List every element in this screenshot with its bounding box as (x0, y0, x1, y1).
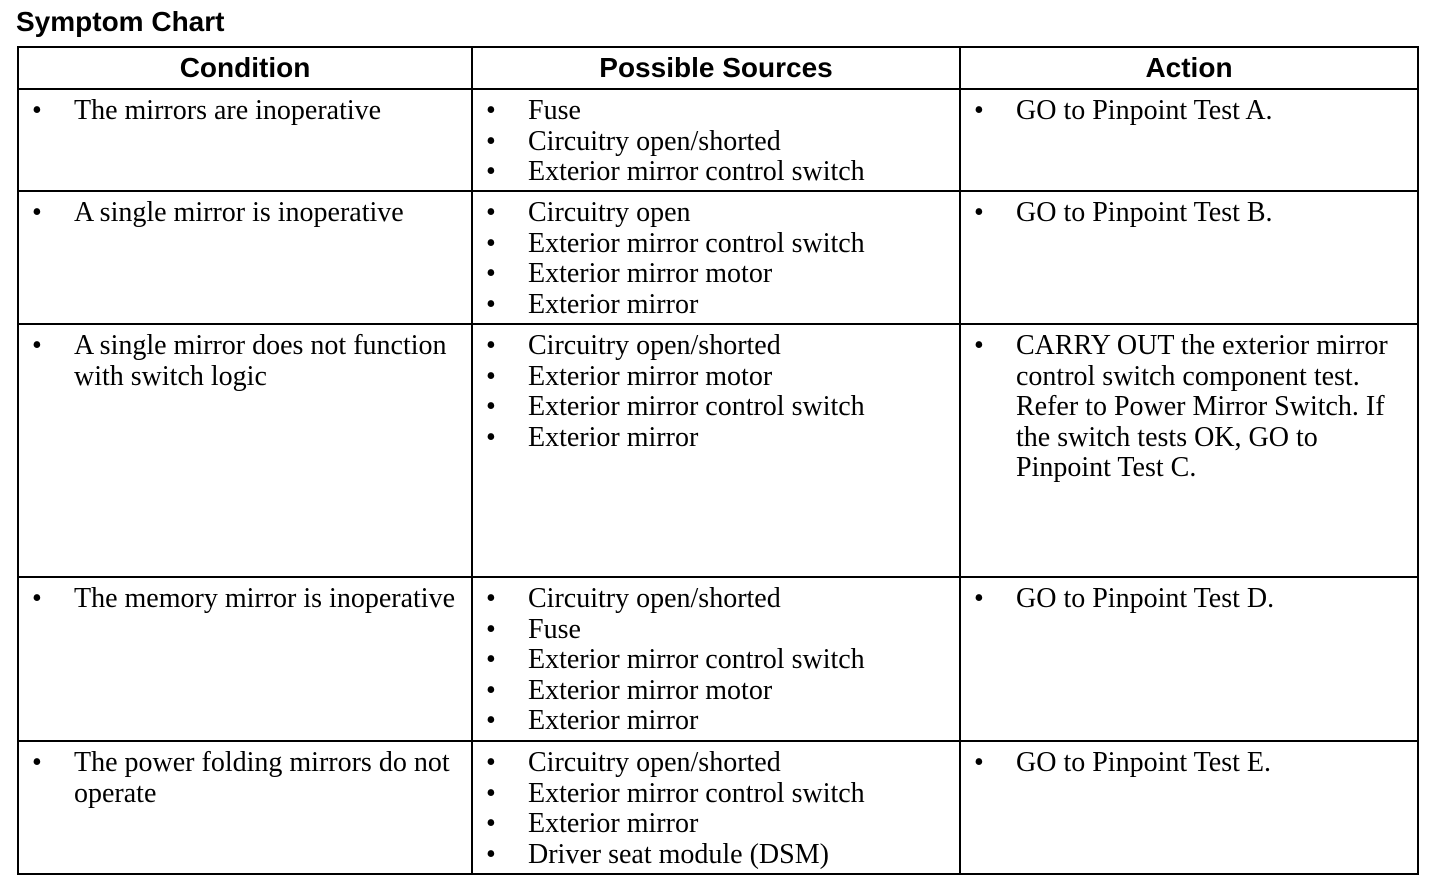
table-row (18, 577, 1418, 741)
action-cell (960, 89, 1418, 191)
action-cell (960, 191, 1418, 324)
page-title: Symptom Chart (16, 6, 225, 37)
table-row (18, 741, 1418, 874)
condition-text: • The power folding mirrors do not operate (19, 748, 463, 809)
source-item: • Exterior mirror (473, 809, 951, 840)
condition-cell (18, 577, 472, 741)
source-item: • Circuitry open/shorted (473, 748, 951, 779)
source-item: • Circuitry open/shorted (473, 331, 951, 362)
source-item: • Exterior mirror (473, 290, 951, 321)
table-row (18, 89, 1418, 191)
condition-text: • A single mirror is inoperative (19, 198, 463, 229)
sources-cell (472, 191, 960, 324)
header-action: Action (960, 47, 1418, 89)
condition-cell (18, 741, 472, 874)
source-item: • Exterior mirror control switch (473, 157, 951, 188)
action-text: • GO to Pinpoint Test B. (961, 198, 1409, 229)
action-cell (960, 324, 1418, 577)
source-item: • Exterior mirror control switch (473, 229, 951, 260)
action-text: • CARRY OUT the exterior mirror control switch component test. Refer to Power Mirror Switch. If the switch tests OK, GO to Pinpoint Test C. (961, 331, 1409, 484)
action-text: • GO to Pinpoint Test D. (961, 584, 1409, 615)
action-text: • GO to Pinpoint Test A. (961, 96, 1409, 127)
source-item: • Driver seat module (DSM) (473, 840, 951, 871)
action-cell (960, 741, 1418, 874)
sources-cell (472, 89, 960, 191)
source-item: • Exterior mirror control switch (473, 392, 951, 423)
table-row (18, 324, 1418, 577)
header-condition: Condition (18, 47, 472, 89)
header-possible-sources: Possible Sources (472, 47, 960, 89)
condition-cell (18, 191, 472, 324)
condition-cell (18, 89, 472, 191)
symptom-chart-table (17, 46, 1419, 875)
source-item: • Exterior mirror control switch (473, 645, 951, 676)
action-text: • GO to Pinpoint Test E. (961, 748, 1409, 779)
source-item: • Fuse (473, 615, 951, 646)
source-item: • Exterior mirror motor (473, 676, 951, 707)
sources-cell (472, 324, 960, 577)
condition-text: • The mirrors are inoperative (19, 96, 463, 127)
source-item: • Exterior mirror control switch (473, 779, 951, 810)
source-item: • Exterior mirror motor (473, 362, 951, 393)
condition-text: • The memory mirror is inoperative (19, 584, 463, 615)
source-item: • Exterior mirror (473, 706, 951, 737)
source-item: • Circuitry open (473, 198, 951, 229)
source-item: • Circuitry open/shorted (473, 584, 951, 615)
source-item: • Exterior mirror (473, 423, 951, 454)
sources-cell (472, 741, 960, 874)
table-row (18, 191, 1418, 324)
source-item: • Exterior mirror motor (473, 259, 951, 290)
source-item: • Fuse (473, 96, 951, 127)
source-item: • Circuitry open/shorted (473, 127, 951, 158)
header-row (18, 47, 1418, 89)
condition-cell (18, 324, 472, 577)
sources-cell (472, 577, 960, 741)
condition-text: • A single mirror does not function with switch logic (19, 331, 463, 392)
action-cell (960, 577, 1418, 741)
